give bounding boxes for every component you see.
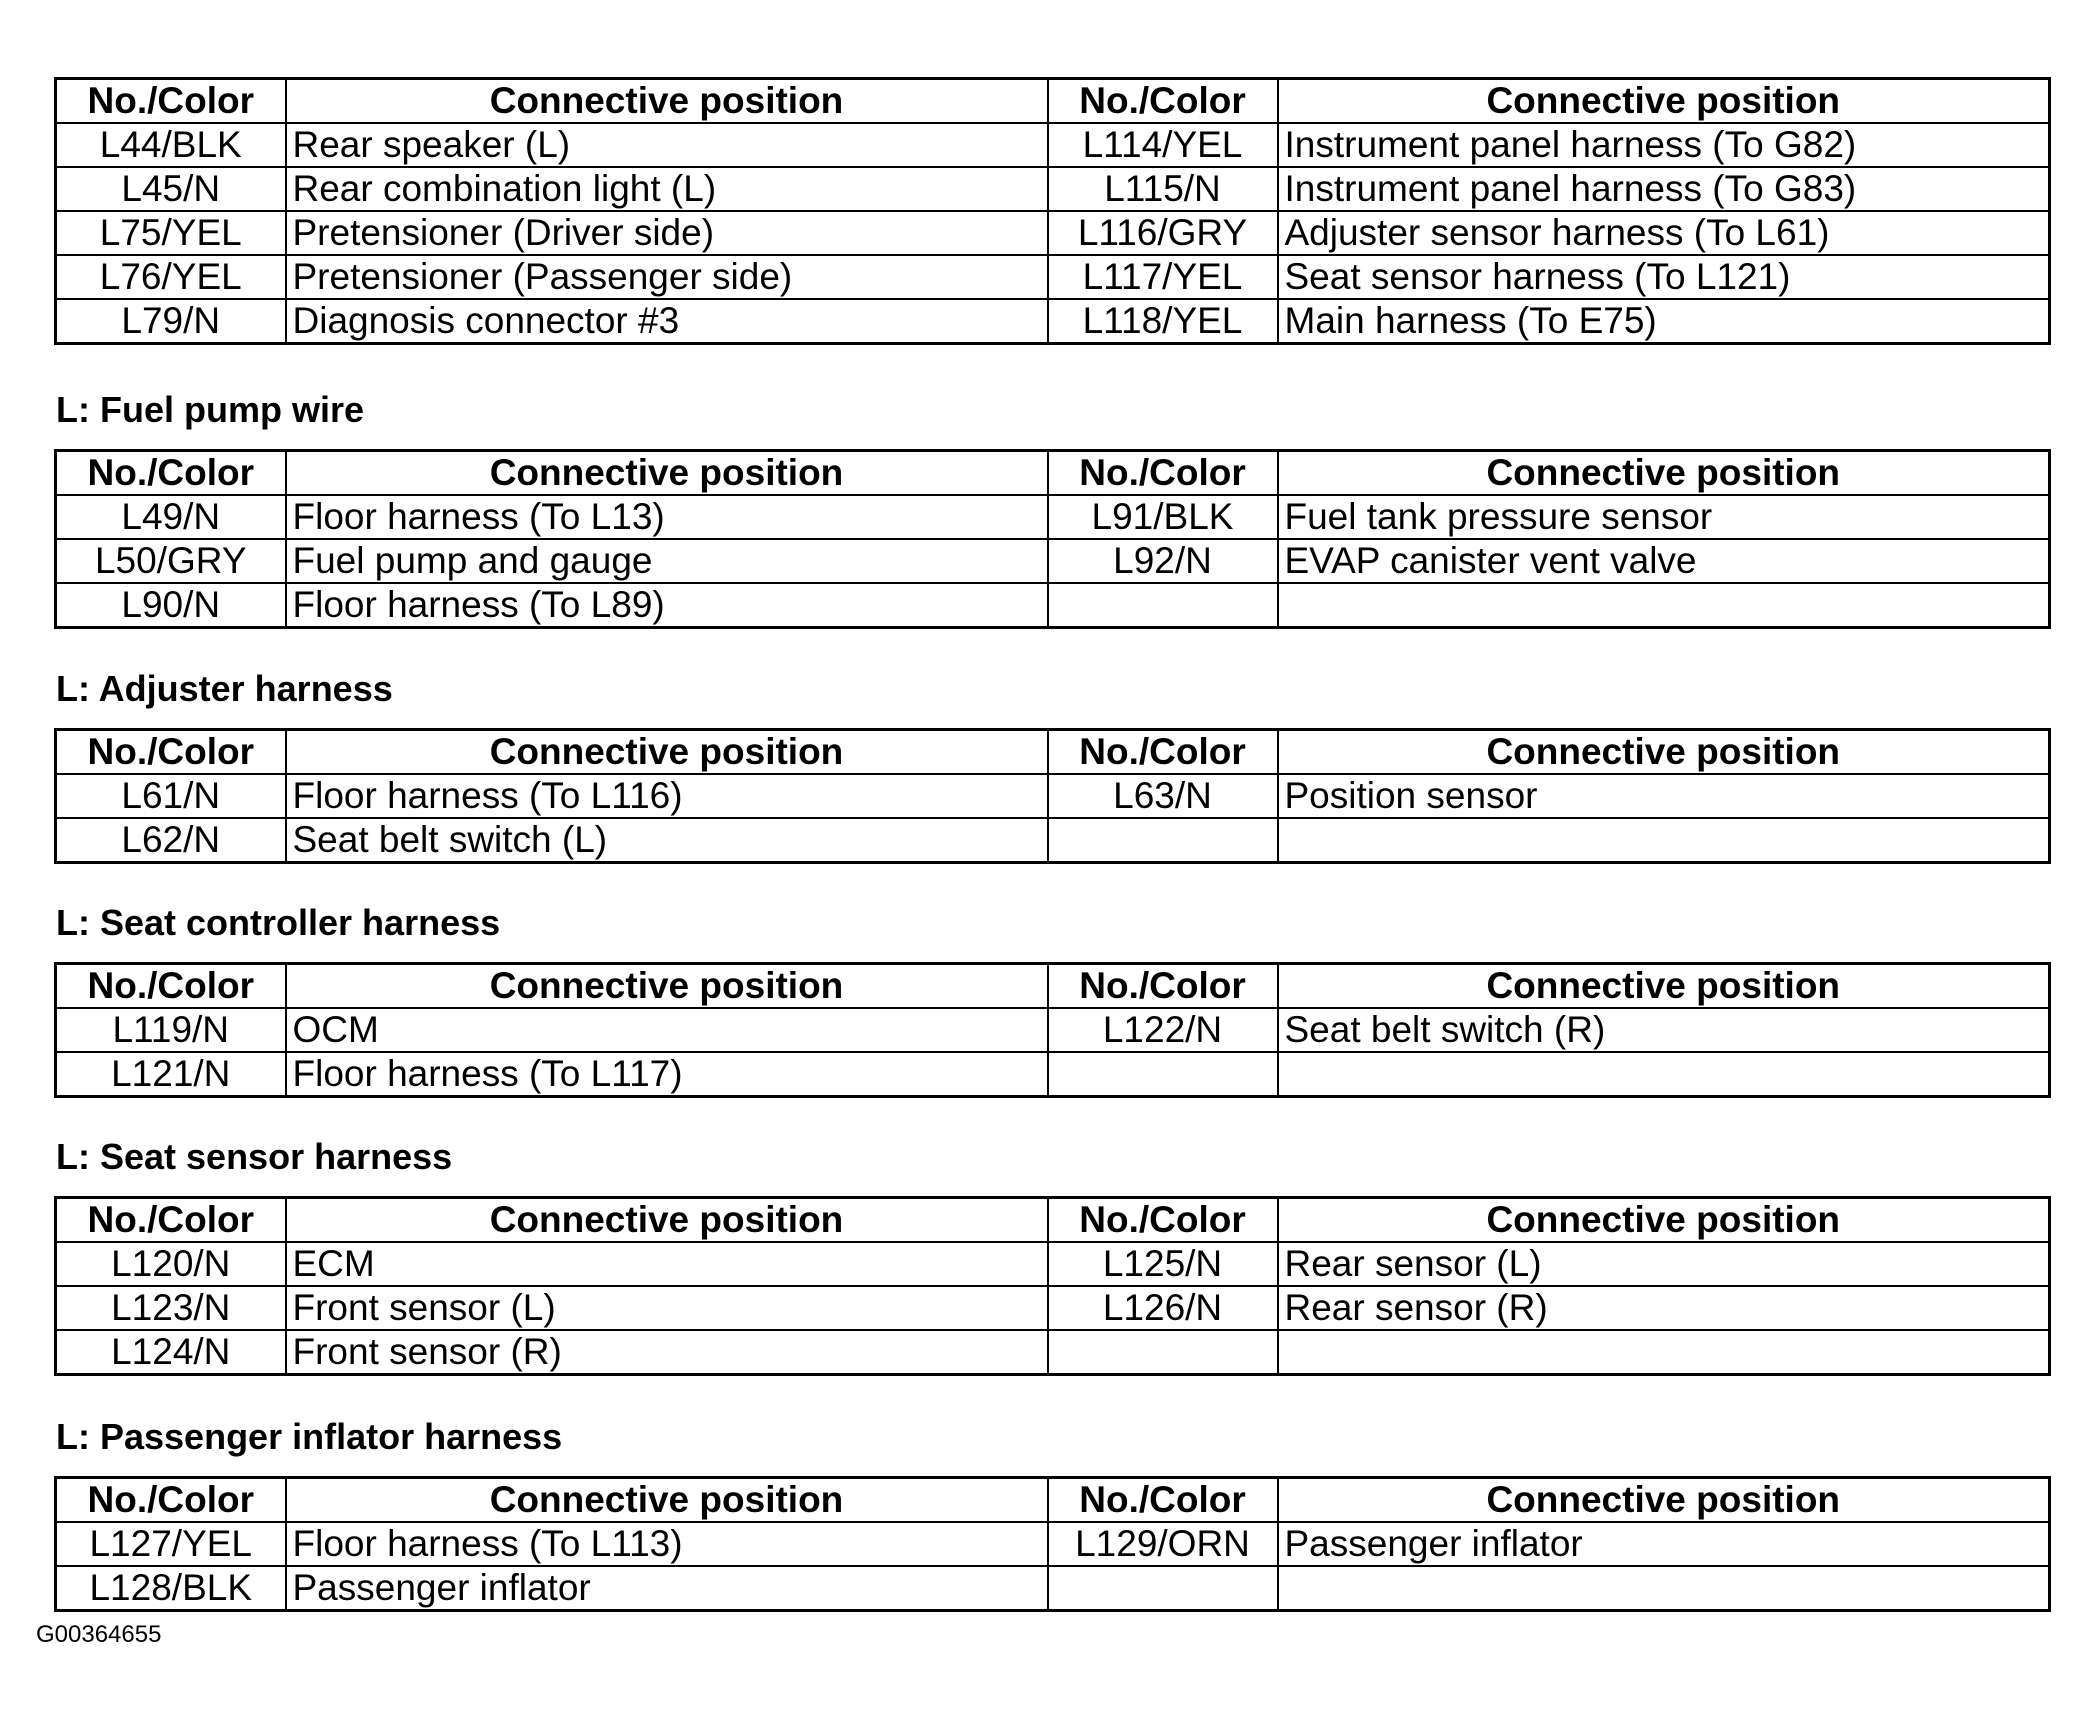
header-connective-position: Connective position (286, 964, 1048, 1009)
header-connective-position: Connective position (1278, 964, 2050, 1009)
connective-position: Passenger inflator (286, 1566, 1048, 1611)
header-connective-position: Connective position (1278, 1198, 2050, 1243)
connector-table-seat-controller-harness (54, 962, 2051, 1098)
table-row (56, 1522, 2050, 1566)
table-header-row (56, 1478, 2050, 1523)
table-row (56, 1330, 2050, 1375)
connector-table-passenger-inflator-harness (54, 1476, 2051, 1612)
header-connective-position: Connective position (286, 1198, 1048, 1243)
header-connective-position: Connective position (1278, 451, 2050, 496)
connector-table-adjuster-harness (54, 728, 2051, 864)
table-row (56, 211, 2050, 255)
connector-number: L128/BLK (56, 1566, 286, 1611)
connector-number: L62/N (56, 818, 286, 863)
table-row (56, 1566, 2050, 1611)
connector-number (1048, 1330, 1278, 1375)
connector-number: L75/YEL (56, 211, 286, 255)
connective-position: Position sensor (1278, 774, 2050, 818)
connector-number: L44/BLK (56, 123, 286, 167)
table-row (56, 1008, 2050, 1052)
header-no-color: No./Color (1048, 1478, 1278, 1523)
table-row (56, 299, 2050, 344)
connector-number: L61/N (56, 774, 286, 818)
connector-number: L121/N (56, 1052, 286, 1097)
table-row (56, 1286, 2050, 1330)
connector-number: L92/N (1048, 539, 1278, 583)
connector-number: L45/N (56, 167, 286, 211)
table-header-row (56, 1198, 2050, 1243)
header-no-color: No./Color (1048, 79, 1278, 124)
section-title-fuel-pump-wire: L: Fuel pump wire (56, 389, 365, 430)
connective-position: Seat belt switch (R) (1278, 1008, 2050, 1052)
connective-position: Fuel pump and gauge (286, 539, 1048, 583)
header-no-color: No./Color (56, 1478, 286, 1523)
connector-number: L114/YEL (1048, 123, 1278, 167)
table-row (56, 539, 2050, 583)
connective-position: Pretensioner (Driver side) (286, 211, 1048, 255)
connective-position (1278, 1052, 2050, 1097)
table-row (56, 495, 2050, 539)
connector-number: L63/N (1048, 774, 1278, 818)
connector-number: L124/N (56, 1330, 286, 1375)
connective-position: Pretensioner (Passenger side) (286, 255, 1048, 299)
table-row (56, 123, 2050, 167)
connective-position: Passenger inflator (1278, 1522, 2050, 1566)
connective-position: Rear sensor (R) (1278, 1286, 2050, 1330)
connector-number: L125/N (1048, 1242, 1278, 1286)
connector-number: L116/GRY (1048, 211, 1278, 255)
connector-number: L117/YEL (1048, 255, 1278, 299)
connector-number: L122/N (1048, 1008, 1278, 1052)
header-no-color: No./Color (1048, 964, 1278, 1009)
header-connective-position: Connective position (286, 79, 1048, 124)
connective-position: Rear combination light (L) (286, 167, 1048, 211)
figure-id: G00364655 (36, 1621, 162, 1648)
connector-number: L127/YEL (56, 1522, 286, 1566)
connective-position (1278, 1330, 2050, 1375)
header-connective-position: Connective position (1278, 79, 2050, 124)
header-no-color: No./Color (56, 79, 286, 124)
connective-position: Seat belt switch (L) (286, 818, 1048, 863)
header-connective-position: Connective position (1278, 730, 2050, 775)
connective-position: Fuel tank pressure sensor (1278, 495, 2050, 539)
section-title-adjuster-harness: L: Adjuster harness (56, 668, 393, 709)
connector-number: L129/ORN (1048, 1522, 1278, 1566)
section-title-passenger-inflator-harness: L: Passenger inflator harness (56, 1416, 563, 1457)
connective-position: EVAP canister vent valve (1278, 539, 2050, 583)
connector-number (1048, 818, 1278, 863)
header-connective-position: Connective position (1278, 1478, 2050, 1523)
connective-position: Seat sensor harness (To L121) (1278, 255, 2050, 299)
connector-number: L76/YEL (56, 255, 286, 299)
table-row (56, 167, 2050, 211)
connector-number: L49/N (56, 495, 286, 539)
connective-position: Adjuster sensor harness (To L61) (1278, 211, 2050, 255)
connective-position (1278, 1566, 2050, 1611)
connector-number: L123/N (56, 1286, 286, 1330)
connective-position: Floor harness (To L89) (286, 583, 1048, 628)
table-row (56, 255, 2050, 299)
connective-position: OCM (286, 1008, 1048, 1052)
connective-position: Main harness (To E75) (1278, 299, 2050, 344)
connective-position: Diagnosis connector #3 (286, 299, 1048, 344)
header-no-color: No./Color (56, 964, 286, 1009)
connector-table-continued (54, 77, 2051, 345)
connective-position (1278, 818, 2050, 863)
header-connective-position: Connective position (286, 1478, 1048, 1523)
header-no-color: No./Color (56, 451, 286, 496)
connector-number: L119/N (56, 1008, 286, 1052)
connector-number (1048, 583, 1278, 628)
header-connective-position: Connective position (286, 730, 1048, 775)
connector-number: L126/N (1048, 1286, 1278, 1330)
connector-number (1048, 1566, 1278, 1611)
connective-position: Front sensor (R) (286, 1330, 1048, 1375)
table-header-row (56, 451, 2050, 496)
table-row (56, 1052, 2050, 1097)
connector-number: L120/N (56, 1242, 286, 1286)
header-no-color: No./Color (1048, 1198, 1278, 1243)
table-row (56, 583, 2050, 628)
connector-number: L115/N (1048, 167, 1278, 211)
header-no-color: No./Color (56, 730, 286, 775)
connector-number (1048, 1052, 1278, 1097)
table-row (56, 774, 2050, 818)
connective-position: Floor harness (To L13) (286, 495, 1048, 539)
table-row (56, 1242, 2050, 1286)
connector-table-fuel-pump-wire (54, 449, 2051, 629)
table-header-row (56, 730, 2050, 775)
section-title-seat-sensor-harness: L: Seat sensor harness (56, 1136, 453, 1177)
header-no-color: No./Color (1048, 730, 1278, 775)
table-row (56, 818, 2050, 863)
connector-number: L90/N (56, 583, 286, 628)
table-header-row (56, 79, 2050, 124)
connective-position: Floor harness (To L116) (286, 774, 1048, 818)
connective-position: Rear speaker (L) (286, 123, 1048, 167)
header-no-color: No./Color (56, 1198, 286, 1243)
section-title-seat-controller-harness: L: Seat controller harness (56, 902, 501, 943)
connective-position: Floor harness (To L117) (286, 1052, 1048, 1097)
header-connective-position: Connective position (286, 451, 1048, 496)
connective-position: Rear sensor (L) (1278, 1242, 2050, 1286)
connective-position: Front sensor (L) (286, 1286, 1048, 1330)
connector-number: L50/GRY (56, 539, 286, 583)
connector-number: L118/YEL (1048, 299, 1278, 344)
connector-number: L91/BLK (1048, 495, 1278, 539)
connector-number: L79/N (56, 299, 286, 344)
connective-position: ECM (286, 1242, 1048, 1286)
connector-table-seat-sensor-harness (54, 1196, 2051, 1376)
header-no-color: No./Color (1048, 451, 1278, 496)
connective-position: Floor harness (To L113) (286, 1522, 1048, 1566)
connective-position (1278, 583, 2050, 628)
connective-position: Instrument panel harness (To G83) (1278, 167, 2050, 211)
table-header-row (56, 964, 2050, 1009)
connective-position: Instrument panel harness (To G82) (1278, 123, 2050, 167)
